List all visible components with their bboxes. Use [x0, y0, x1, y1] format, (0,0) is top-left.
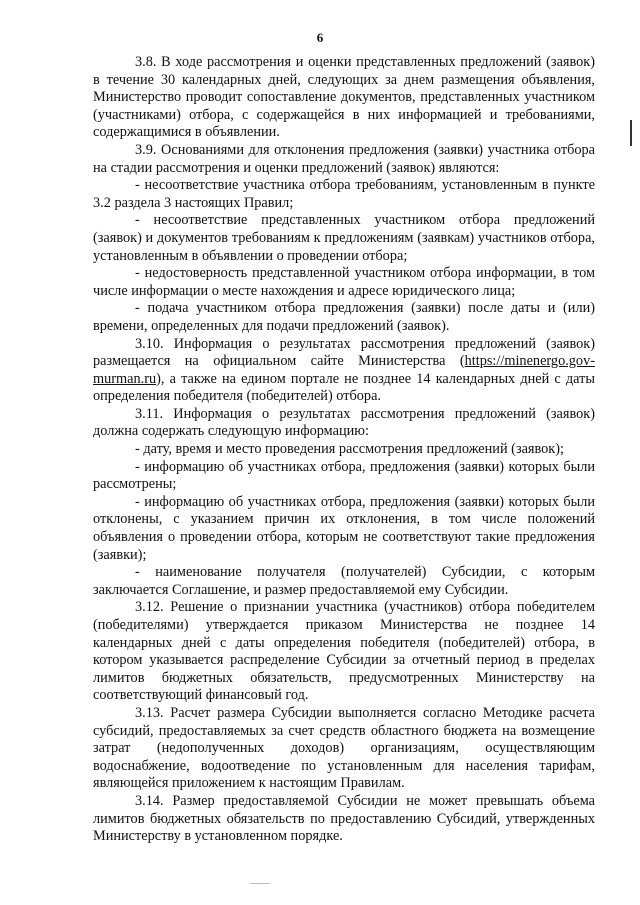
paragraph-3-14: 3.14. Размер предоставляемой Субсидии не может превышать объема лимитов бюджетных обязательств по предоставлению Субсидий, утвержденных Министерству в установленном порядке. — [93, 792, 595, 845]
list-item: - информацию об участниках отбора, предложения (заявки) которых были отклонены, с указанием причин их отклонения, в том числе положений объявления о проведении отбора, которым не соответствуют такие предложения (заявки); — [93, 493, 595, 563]
paragraph-3-9: 3.9. Основаниями для отклонения предложения (заявки) участника отбора на стадии рассмотрения и оценки предложений (заявок) являются: — [93, 141, 595, 176]
list-item: - несоответствие участника отбора требованиям, установленным в пункте 3.2 раздела 3 настоящих Правил; — [93, 177, 595, 211]
list-item: - дату, время и место проведения рассмотрения предложений (заявок); — [135, 441, 564, 458]
ministry-site-link[interactable]: https://minenergo.gov-murman.ru — [93, 353, 595, 387]
paragraph-3-11: 3.11. Информация о результатах рассмотрения предложений (заявок) должна содержать следующую информацию: — [93, 405, 595, 440]
page-number: 6 — [316, 30, 324, 45]
list-item: - несоответствие представленных участником отбора предложений (заявок) и документов требованиям к предложениям (заявкам) участников отбора, установленным в объявлении о проведении отбора; — [93, 212, 595, 264]
paragraph-3-10 — [93, 336, 595, 406]
list-item: - подача участником отбора предложения (заявки) после даты и (или) времени, определенных для подачи предложений (заявок). — [93, 300, 595, 334]
scan-edge-mark — [630, 120, 632, 146]
paragraph-3-13: 3.13. Расчет размера Субсидии выполняется согласно Методике расчета субсидий, предоставляемых за счет средств областного бюджета на возмещение затрат (недополученных доходов) организациям, осуществляющим водоснабжение, водоотведение по установленным для населения тарифам, являющейся приложением к настоящим Правилам. — [93, 704, 595, 792]
paragraph-3-8: 3.8. В ходе рассмотрения и оценки представленных предложений (заявок) в течение 30 календарных дней, следующих за днем размещения объявления, Министерство проводит сопоставление документов, представленных участником (участниками) отбора, с содержащейся в них информацией и требованиями, содержащимися в объявлении. — [93, 54, 595, 141]
list-item: - наименование получателя (получателей) Субсидии, с которым заключается Соглашение, и размер предоставляемой ему Субсидии. — [93, 564, 595, 598]
paragraph-3-12: 3.12. Решение о признании участника (участников) отбора победителем (победителями) утверждается приказом Министерства не позднее 14 календарных дней с даты определения победителя (победителей) отбора, в котором указывается распределение Субсидии за отчетный период в пределах лимитов бюджетных обязательств, предусмотренных Министерству на соответствующий финансовый год. — [93, 599, 595, 704]
scan-bottom-mark — [250, 883, 270, 884]
list-item: - недостоверность представленной участником отбора информации, в том числе информации о месте нахождения и адресе юридического лица; — [93, 265, 595, 299]
list-item: - информацию об участниках отбора, предложения (заявки) которых были рассмотрены; — [93, 458, 595, 493]
document-body — [93, 54, 595, 846]
paragraph-3-10-text-end: ), а также на едином портале не позднее 14 календарных дней с даты определения победителя (победителей) отбора. — [93, 370, 595, 405]
paragraph-3-10-text: 3.10. Информация о результатах рассмотрения предложений (заявок) размещается на официальном сайте Министерства ( — [93, 335, 595, 370]
